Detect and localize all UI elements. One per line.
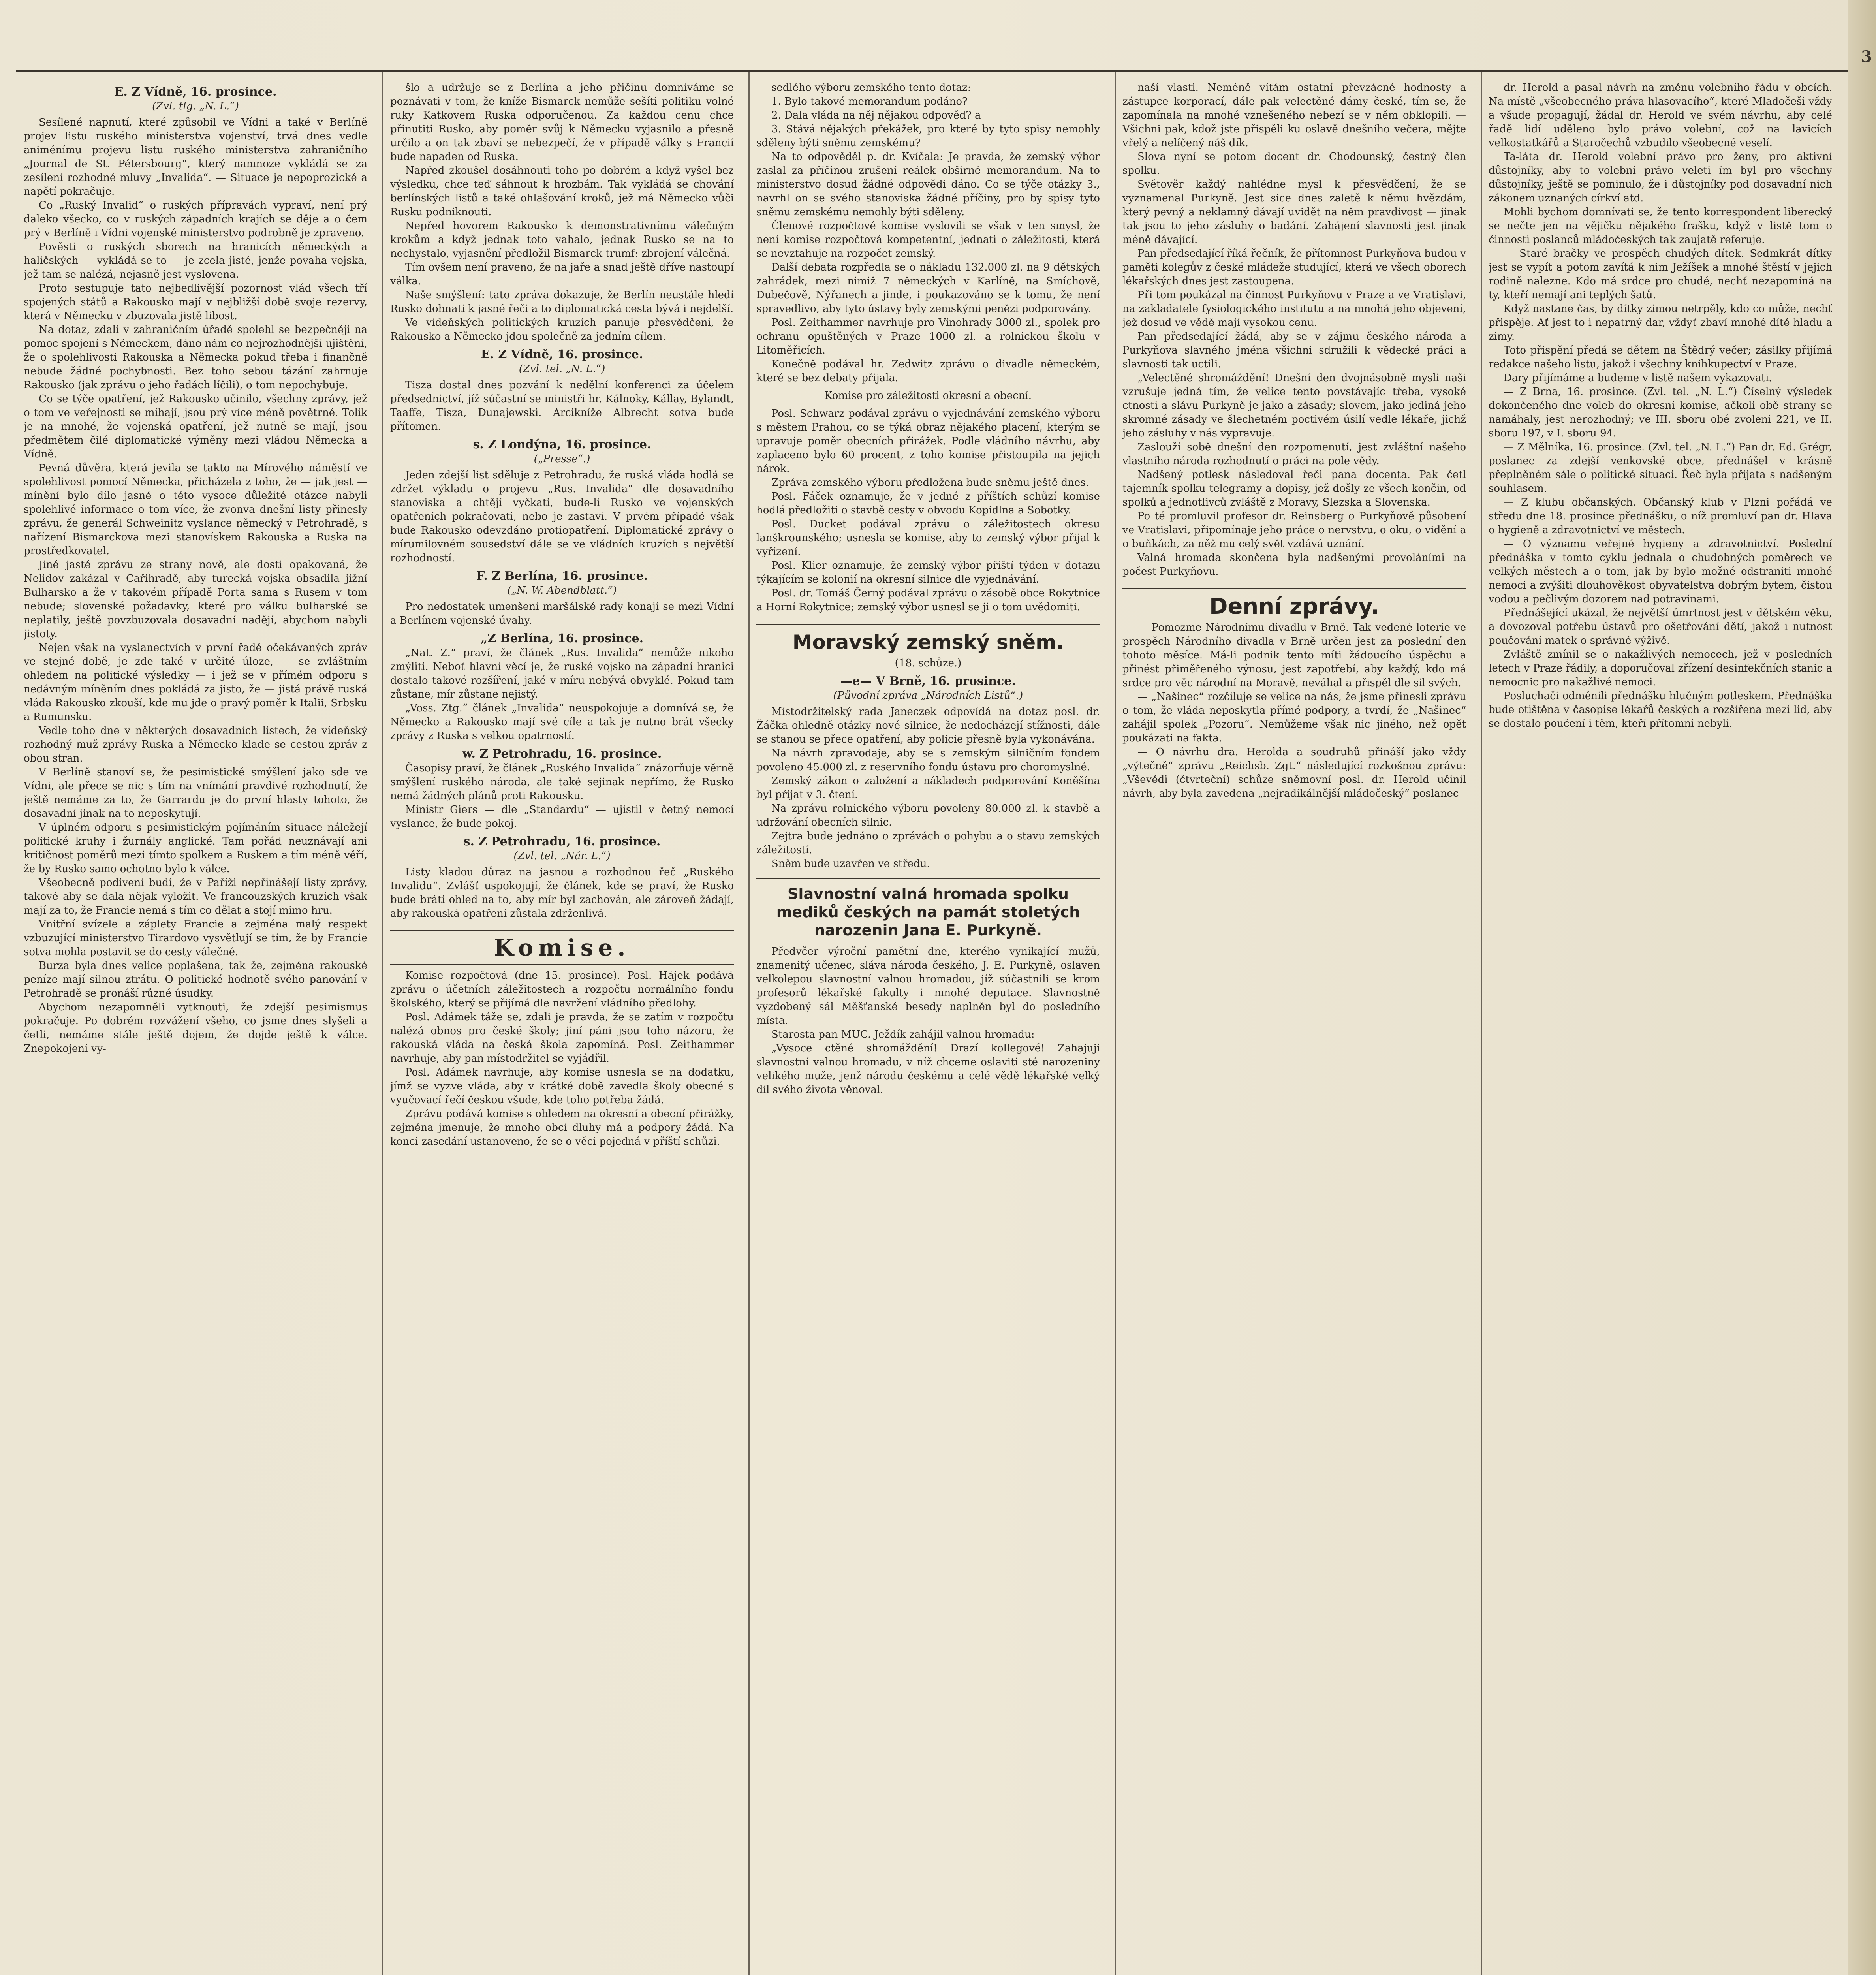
paragraph: „Velectěné shromáždění! Dnešní den dvojnásobně mysli naši vzrušuje jedná tím, že velice tento povstávajíc třeba, vysoké ctnosti a slávu Purkyně je jako a zásady; slovem, jako jediná jeho skromné zásady ve šlechetném poctivém úsilí vedle lékaře, jichž jeho zásluhy v nás vypravuje. <box>1122 372 1466 439</box>
paragraph: V úplném odporu s pesimistickým pojímáním situace náležejí politické kruhy i žurnály anglické. Tam pořád neuznávají ani kritičnost poměrů mezi tímto spolkem a Ruskem a tím méně věří, že by Rusko samo ochotno bylo k válce. <box>24 822 367 875</box>
dateline-source: (Původní zpráva „Národních Listů“.) <box>833 690 1023 702</box>
dateline-source: (Zvl. tel. „Nár. L.“) <box>513 850 611 862</box>
paragraph: Valná hromada skončena byla nadšenými provoláními na počest Purkyňovu. <box>1122 552 1466 577</box>
paragraph: Jeden zdejší list sděluje z Petrohradu, že ruská vláda hodlá se zdržet výkladu o projevu „Rus. Invalida“ dle dosavadního stanoviska a chtějí vyčkati, bude-li Rusko ve vojenských opatřeních pokračovati, nebo je zastaví. V prvém případě však bude Rakousko odevzdáno protiopatření. Diplomatické zprávy o mírumilovném sousedství dále se ve vládních kruzích s největší rozhodností. <box>390 469 734 564</box>
paragraph: — Pomozme Národnímu divadlu v Brně. Tak vedené loterie ve prospěch Národního divadla v Brně určen jest za poslední den tohoto měsíce. Má-li podnik tento míti žádoucího úspěchu a přinést přiměřeného výnosu, jest zapotřebí, aby každý, kdo má srdce pro věc národní na Moravě, neváhal a přispěl dle sil svých. <box>1122 622 1466 689</box>
article-body <box>24 116 367 1056</box>
paragraph: „Nat. Z.“ praví, že článek „Rus. Invalida“ nemůže nikoho zmýliti. Neboť hlavní věcí je, že ruské vojsko na západní hranici dostalo takové rozšíření, jaké v míru nebývá obvyklé. Pokud tam zůstane, mír zůstane nejistý. <box>390 647 734 700</box>
column-rule <box>1115 72 1116 1975</box>
dateline-source: (Zvl. tel. „N. L.“) <box>519 363 605 375</box>
column-rule <box>748 72 750 1975</box>
article-body <box>756 407 1100 614</box>
paragraph: Co se týče opatření, jež Rakousko učinilo, všechny zprávy, jež o tom ve veřejnosti se míhají, jsou prý více méně povětrné. Tolik je na mnohé, že vojenská opatření, jež nutně se mají, jsou předmětem čilé diplomatické výměny mezi vládou Německa a Vídně. <box>24 393 367 460</box>
paragraph: Ve vídeňských politických kruzích panuje přesvědčení, že Rakousko a Německo jdou společně za jedním cílem. <box>390 317 734 342</box>
page-edge <box>1848 0 1876 1975</box>
paragraph: Na dotaz, zdali v zahraničním úřadě spolehl se bezpečněji na pomoc spojení s Německem, dáno nám co nejrozhodnější ujištění, že o spolehlivosti Rakouska a Německa pokud třeba i finančně nebude žádné pochybnosti. Bez toho sebou tázání zahrnuje Rakousko (jak zprávu o jeho řadách líčili), o tom nepochybuje. <box>24 324 367 391</box>
dateline: s. Z Londýna, 16. prosince. <box>473 438 651 451</box>
paragraph: Dary přijímáme a budeme v listě našem vykazovati. <box>1504 372 1772 384</box>
paragraph: Vedle toho dne v některých dosavadních listech, že vídeňský rozhodný muž zprávy Ruska a Německo klade se cestou zpráv z obou stran. <box>24 725 367 764</box>
subheading: Komise pro záležitosti okresní a obecní. <box>825 390 1032 402</box>
paragraph: Sesílené napnutí, které způsobil ve Vídni a také v Berlíně projev listu ruského ministerstva vojenství, trvá dnes vedle animénímu projevu listu ruského ministerstva zahraničního „Journal de St. Pétersbourg“, který namnoze vykládá se za zesílení rozhodné mluvy „Invalida“. — Situace je nepoprozické a napětí pokračuje. <box>24 117 367 198</box>
session-number: (18. schůze.) <box>895 657 962 669</box>
paragraph: šlo a udržuje se z Berlína a jeho přičinu domníváme se poznávati v tom, že kníže Bismarck nemůže sešíti politiku volné ruky Katkovem Ruska odporučenou. Za každou cenu chce přinutiti Rusko, aby poměr svůj k Německu vyjasnilo a přesně určilo a on tak zbaví se nebezpečí, že v případě války s Francií bude napaden od Ruska. <box>390 82 734 163</box>
paragraph: Toto přispění předá se dětem na Štědrý večer; zásilky přijímá redakce našeho listu, jakož i všechny knihkupectví v Praze. <box>1489 344 1832 370</box>
column-2 <box>390 81 734 1975</box>
paragraph: Posluchači odměnili přednášku hlučným potleskem. Přednáška bude otištěna v časopise lékařů českých a rozšířena mezi lid, aby se dostalo poučení i těm, kteří přítomni nebyli. <box>1489 690 1832 730</box>
dateline-source: (Zvl. tlg. „N. L.“) <box>152 100 239 112</box>
paragraph: Předvčer výroční pamětní dne, kterého vynikající mužů, znamenitý učenec, sláva národa českého, J. E. Purkyně, oslaven velkolepou slavnostní valnou hromadou, jíž súčastnili se krom profesorů lékařské fakulty i mnohé deputace. Slavnostně vyzdobený sál Měšťanské besedy naplněn byl do posledního místa. <box>756 946 1100 1027</box>
paragraph: Při tom poukázal na činnost Purkyňovu v Praze a ve Vratislavi, na zakladatele fysiologického institutu a na mnohá jeho objevení, jež dosud ve vědě mají vysokou cenu. <box>1122 289 1466 329</box>
article-body <box>756 705 1100 871</box>
paragraph: Vnitřní svízele a záplety Francie a zejména malý respekt vzbuzující ministerstvo Tirardovo vysvětlují se tím, že by Francie sotva mohla postavit se do cesty válečné. <box>24 918 367 958</box>
paragraph: Posl. dr. Tomáš Černý podával zprávu o zásobě obce Rokytnice a Horní Rokytnice; zemský výbor usnesl se ji o tom uvědomiti. <box>756 587 1100 613</box>
dateline: E. Z Vídně, 16. prosince. <box>481 348 643 361</box>
paragraph: Tím ovšem není praveno, že na jaře a snad ještě dříve nastoupí válka. <box>390 261 734 287</box>
paragraph: Posl. Adámek táže se, zdali je pravda, že se zatím v rozpočtu nalézá obnos pro české školy; jiní páni jsou toho názoru, že rakouská vláda na česká škola zapomíná. Posl. Zeithammer navrhuje, aby pan místodržitel se vyjádřil. <box>390 1011 734 1065</box>
paragraph: Pan předsedající žádá, aby se v zájmu českého národa a Purkyňova slavného jména všichni sdružili k vědecké práci a slavnosti tak uctili. <box>1122 331 1466 370</box>
dateline: s. Z Petrohradu, 16. prosince. <box>463 835 661 848</box>
dateline-source: („Presse“.) <box>534 453 590 465</box>
paragraph: Na zprávu rolnického výboru povoleny 80.000 zl. k stavbě a udržování obecních silnic. <box>756 803 1100 828</box>
paragraph: Pro nedostatek umenšení maršálské rady konají se mezi Vídní a Berlínem vojenské úvahy. <box>390 601 734 626</box>
article-body <box>390 865 734 921</box>
article-body <box>390 646 734 743</box>
column-5 <box>1489 81 1832 1975</box>
paragraph: Burza byla dnes velice poplašena, tak že, zejména rakouské peníze mají silnou ztrátu. O politické hodnotě svého panování v Petrohradě se pronáší různé úsudky. <box>24 960 367 999</box>
article-body <box>1122 81 1466 579</box>
paragraph: Proto sestupuje tato nejbedlivější pozornost vlád všech tří spojených států a Rakousko mají v nejbližší době svoje rezervy, která v Německu v zbuzovala jistě libost. <box>24 282 367 322</box>
paragraph: V Berlíně stanoví se, že pesimistické smýšlení jako sde ve Vídni, ale přece se nic s tím na vnímání pravdivé rozhodnutí, že ještě nemáme za to, že Garrardu je do první hlasty tohoto, že dosavadní jinak na to neposkytují. <box>24 766 367 820</box>
article-body <box>1489 81 1832 731</box>
paragraph: Sněm bude uzavřen ve středu. <box>771 858 930 870</box>
dateline: „Z Berlína, 16. prosince. <box>480 632 644 645</box>
paragraph: sedlého výboru zemského tento dotaz: <box>771 82 971 94</box>
article-headline: Slavnostní valná hromada spolku mediků českých na památ stoletých narozenin Jana E. Purkyně. <box>756 878 1100 939</box>
paragraph: Jiné jasté zprávu ze strany nově, ale dosti opakovaná, že Nelidov zakázal v Cařihradě, aby turecká vojska obsadila jižní Bulharsko a že v takovém případě Porta sama s Rusem v tom nebude; slovenské požadavky, které pro válku bulharské se neplatily, ještě povzbuzovala dosavadní nadějí, abychom nabyli jistoty. <box>24 559 367 640</box>
paragraph: 3. Stává nějakých překážek, pro které by tyto spisy nemohly sděleny býti sněmu zemskému? <box>756 123 1100 149</box>
paragraph: Světověr každý nahlédne mysl k přesvědčení, že se vyznamenal Purkyně. Jest sice dnes zaletě k němu hvězdám, který pevný a neklamný dávají uvidět na něm pravdivost — jinak tak jsou to jeho zásluhy o badání. Zahájení slavnosti jest jinak méně dávající. <box>1122 179 1466 246</box>
paragraph: Všeobecně podivení budí, že v Paříži nepřinášejí listy zprávy, takové aby se dala nějak vyložit. Ve francouzských kruzích však mají za to, že Francie nemá s tím co dělat a stojí mimo hru. <box>24 877 367 916</box>
paragraph: — „Našinec“ rozčiluje se velice na nás, že jsme přinesli zprávu o tom, že vláda neposkytla přímé podpory, a tvrdí, že „Našinec“ zahájil spolek „Pozoru“. Nemůžeme však nic jiného, než opět poukázati na fakta. <box>1122 691 1466 744</box>
paragraph: Posl. Adámek navrhuje, aby komise usnesla se na dodatku, jímž se vyzve vláda, aby v krátké době zavedla školy obecné s vyučovací řečí českou všude, kde toho potřeba žádá. <box>390 1066 734 1106</box>
article-body <box>390 468 734 565</box>
paragraph: „Voss. Ztg.“ článek „Invalida“ neuspokojuje a domnívá se, že Německo a Rakousko mají své cíle a tak je nutno brát všecky zprávy z Ruska s velkou opatrností. <box>390 702 734 742</box>
paragraph: Když nastane čas, by dítky zimou netrpěly, kdo co může, nechť přispěje. Ať jest to i nepatrný dar, vždyť zbaví mnohé dítě hladu a zimy. <box>1489 303 1832 342</box>
paragraph: 2. Dala vláda na něj nějakou odpověď? a <box>771 109 981 121</box>
paragraph: Zejtra bude jednáno o zprávách o pohybu a o stavu zemských záležitostí. <box>756 830 1100 856</box>
paragraph: Zvláště zmínil se o nakažlivých nemocech, jež v posledních letech v Praze řádily, a doporučoval zřízení desinfekčních stanic a nemocnic pro nakažlivé nemoci. <box>1489 649 1832 688</box>
paragraph: Zprávu podává komise s ohledem na okresní a obecní přirážky, zejména jmenuje, že mnoho obcí dluhy má a podpory žádá. Na konci zasedání ustanoveno, že se o věci pojedná v příští schůzi. <box>390 1108 734 1147</box>
paragraph: — Staré bračky ve prospěch chudých dítek. Sedmkrát dítky jest se vypít a potom zavítá k nim Ježíšek a mnohé štěstí v jejich rodině nalezne. Kdo má srdce pro chudé, nechť nezapomíná na ty, kteří nemají ani teplých šatů. <box>1489 248 1832 301</box>
article-body <box>390 81 734 344</box>
article-body <box>390 378 734 434</box>
paragraph: 1. Bylo takové memorandum podáno? <box>771 96 968 107</box>
dateline: —e— V Brně, 16. prosince. <box>840 674 1016 688</box>
paragraph: Nepřed hovorem Rakousko k demonstrativnímu válečným krokům a když jednak toto vahalo, jednak Rusko se na to nechystalo, vyjasnění předložil Bismarck trumf: zbrojení válečná. <box>390 220 734 260</box>
dateline: w. Z Petrohradu, 16. prosince. <box>462 747 662 761</box>
paragraph: Komise rozpočtová (dne 15. prosince). Posl. Hájek podává zprávu o účetních záležitostech a rozpočtu normálního fondu školského, který se přijímá dle navržení vládního předlohy. <box>390 970 734 1009</box>
column-rule <box>382 72 383 1975</box>
paragraph: — O návrhu dra. Herolda a soudruhů přináší jako vždy „výtečně“ zprávu „Reichsb. Zgt.“ následující rozkošnou zprávu: „Vševědi (čtvrteční) schůze sněmovní posl. dr. Herold učinil návrh, aby byla zavedena „nejradikálnější mládočeský“ poslanec <box>1122 746 1466 799</box>
section-heading: Denní zprávy. <box>1122 588 1466 619</box>
paragraph: Konečně podával hr. Zedwitz zprávu o divadle německém, které se bez debaty přijala. <box>756 358 1100 384</box>
paragraph: Posl. Ducket podával zprávu o záležitostech okresu lanškrounského; usnesla se komise, aby to zemský výbor přijal k vyřízení. <box>756 518 1100 558</box>
paragraph: Mohli bychom domnívati se, že tento korrespondent liberecký se nečte jen na vějičku nějakého frašku, když v listě tom o činnosti poslanců mládočeských tak zaujatě referuje. <box>1489 206 1832 246</box>
section-heading: Moravský zemský sněm. <box>756 624 1100 654</box>
article-body <box>1122 621 1466 801</box>
article-body <box>390 969 734 1149</box>
paragraph: — Z klubu občanských. Občanský klub v Plzni pořádá ve středu dne 18. prosince přednášku, o níž promluví pan dr. Hlava o hygieně a zdravotnictví ve městech. <box>1489 497 1832 536</box>
paragraph: Naše smýšlení: tato zpráva dokazuje, že Berlín neustále hledí Rusko dohnati k jasné řeči a to diplomatická cesta bývá i nejdelší. <box>390 289 734 315</box>
article-body <box>390 600 734 628</box>
paragraph: naší vlasti. Neméně vítám ostatní převzácné hodnosty a zástupce korporací, dále pak velectěné dámy české, tím se, že zapomínala na mnohé vznešeného nebezí se v něm obklopili. — Všichni pak, kdož jste přispěli ku oslavě dnešního večera, mějte vřelý a nelíčený náš dík. <box>1122 82 1466 149</box>
paragraph: Na to odpověděl p. dr. Kvíčala: Je pravda, že zemský výbor zaslal za příčinou zrušení reálek obšírné memorandum. Na to ministerstvo dosud žádné odpovědi dáno. Co se týče otázky 3., navrhl on se svého stanoviska žádné příčiny, pro by spisy tyto sněmu zemskému nemohly býti sděleny. <box>756 151 1100 218</box>
section-heading: Komise. <box>390 930 734 965</box>
paragraph: „Vysoce ctěné shromáždění! Drazí kollegové! Zahajuji slavnostní valnou hromadu, v níž chceme oslaviti sté narozeniny velikého muže, jenž národu českému a celé vědě lékařské velký díl svého života věnoval. <box>756 1042 1100 1096</box>
paragraph: Zpráva zemského výboru předložena bude sněmu ještě dnes. <box>771 477 1089 489</box>
paragraph: Listy kladou důraz na jasnou a rozhodnou řeč „Ruského Invalidu“. Zvlášť uspokojují, že článek, kde se praví, že Rusko bude bráti ohled na to, aby mír byl zachován, ale zároveň žádají, aby rakouská opatření zůstala zdrženlivá. <box>390 866 734 920</box>
top-rule <box>16 70 1856 72</box>
paragraph: Pověsti o ruských sborech na hranicích německých a haličských — vykládá se to — je zcela jisté, jenže povaha vojska, jež tam se nalézá, nejasně jest vyslovena. <box>24 241 367 280</box>
paragraph: — Z Mělníka, 16. prosince. (Zvl. tel. „N. L.“) Pan dr. Ed. Grégr, poslanec za zdejší venkovské obce, přednášel v krásně přeplněném sále o politické situaci. Řeč byla přijata s nadšeným souhlasem. <box>1489 441 1832 495</box>
paragraph: Posl. Schwarz podával zprávu o vyjednávání zemského výboru s městem Prahou, co se týká obraz nějakého placení, kterým se upravuje poměr obecních přirážek. Podle vládního návrhu, aby zaplaceno bylo 60 procent, z toho komise přistoupila na jejich nárok. <box>756 408 1100 475</box>
paragraph: Zemský zákon o založení a nákladech podporování Koněšína byl přijat v 3. čtení. <box>756 775 1100 801</box>
column-1 <box>24 81 367 1975</box>
paragraph: Časopisy praví, že článek „Ruského Invalida“ znázorňuje věrně smýšlení ruského národa, ale také sejinak nepřímo, že Rusko nemá žádných plánů proti Rakousku. <box>390 762 734 802</box>
paragraph: Ta-láta dr. Herold volební právo pro ženy, pro aktivní důstojníky, aby to volební právo veleti ím byl pro všechny důstojníky, ještě se pominulo, že i důstojníky pod dosavadní nich zákonem uznaných církví atd. <box>1489 151 1832 204</box>
dateline: F. Z Berlína, 16. prosince. <box>476 569 648 583</box>
paragraph: Posl. Zeithammer navrhuje pro Vinohrady 3000 zl., spolek pro ochranu opuštěných v Praze 1000 zl. a rolnickou školu v Litoměřicích. <box>756 317 1100 356</box>
paragraph: Ministr Giers — dle „Standardu“ — ujistil v četný nemocí vyslance, že bude pokoj. <box>390 804 734 830</box>
paragraph: Nadšený potlesk následoval řeči pana docenta. Pak četl tajemník spolku telegramy a dopisy, jež došly ze všech končin, od spolků a jednotlivců zvláště z Moravy, Slezska a Slovenska. <box>1122 469 1466 508</box>
paragraph: Na návrh zpravodaje, aby se s zemským silničním fondem povoleno 45.000 zl. z reservního fondu ústavu pro choromyslné. <box>756 747 1100 773</box>
column-4 <box>1122 81 1466 1975</box>
article-body <box>756 945 1100 1097</box>
paragraph: Starosta pan MUC. Ježdík zahájil valnou hromadu: <box>771 1029 1035 1040</box>
paragraph: Místodržitelský rada Janeczek odpovídá na dotaz posl. dr. Žáčka ohledně otázky nové silnice, že nedocházejí stížnosti, dále se stanou se přece opatření, aby policie přesně byla vykonávána. <box>756 706 1100 745</box>
dateline: E. Z Vídně, 16. prosince. <box>114 85 277 99</box>
paragraph: Pan předsedající říká řečník, že přítomnost Purkyňova budou v paměti kolegův z české mládeže studující, která ve všech oborech lékařských dnes jest zastoupena. <box>1122 248 1466 287</box>
dateline-source: („N. W. Abendblatt.“) <box>507 585 617 596</box>
paragraph: Po té promluvil profesor dr. Reinsberg o Purkyňově působení ve Vratislavi, připomínaje jeho práce o nervstvu, o oku, o vidění a o buňkách, za něž mu celý svět vzdává uznání. <box>1122 510 1466 550</box>
paragraph: — Z Brna, 16. prosince. (Zvl. tel. „N. L.“) Číselný výsledek dokončeného dne voleb do okresní komise, ačkoli obě strany se namáhaly, jest nerozhodný; ve III. sboru obé zvoleni 221, ve II. sboru 197, v I. sboru 94. <box>1489 386 1832 439</box>
paragraph: Nejen však na vyslanectvích v první řadě očekávaných zpráv ve stejné době, je zde také v určité úloze, — se zvláštním ohledem na politické výsledky — i jež se v přímém odporu s nedávným míněním dnes pokládá za jisto, že — jistá právě ruská vláda Rakousko zkouší, kde mu jde o pravý poměr k Italii, Srbsku a Rumunsku. <box>24 642 367 723</box>
paragraph: Posl. Fáček oznamuje, že v jedné z příštích schůzí komise hodlá předložiti o stavbě cesty v obvodu Kopidlna a Sobotky. <box>756 491 1100 516</box>
page-mark: 3 <box>1861 47 1872 66</box>
article-body <box>756 81 1100 385</box>
paragraph: Slova nyní se potom docent dr. Chodounský, čestný člen spolku. <box>1122 151 1466 177</box>
column-3 <box>756 81 1100 1975</box>
paragraph: Tisza dostal dnes pozvání k nedělní konferenci za účelem předsednictví, jíž súčastní se ministři hr. Kálnoky, Kállay, Bylandt, Taaffe, Tisza, Dunajewski. Arcikníže Albrecht sotva bude přítomen. <box>390 379 734 433</box>
paragraph: dr. Herold a pasal návrh na změnu volebního řádu v obcích. Na místě „všeobecného práva hlasovacího“, které Mladočeši vždy a všude propagují, žádal dr. Herold ve svém návrhu, aby celé řadě lidí uděleno bylo právo volební, což na lavicích velkostatkářů a Staročechů vzbudilo všeobecné veselí. <box>1489 82 1832 149</box>
paragraph: Co „Ruský Invalid“ o ruských přípravách vypraví, není prý daleko všecko, co v ruských západních krajích se děje a o čem prý v Berlíně i Vídni vojenské ministerstvo podrobně je zpraveno. <box>24 199 367 239</box>
paragraph: Napřed zkoušel dosáhnouti toho po dobrém a když vyšel bez výsledku, chce teď sáhnout k hrozbám. Tak vykládá se chování berlínských listů a také ohlašování kroků, jež má Německo vůči Rusku podniknouti. <box>390 165 734 218</box>
column-rule <box>1481 72 1482 1975</box>
paragraph: Posl. Klier oznamuje, že zemský výbor příští týden v dotazu týkajícím se kolonií na okresní silnice dle vyjednávání. <box>756 560 1100 585</box>
paragraph: Členové rozpočtové komise vyslovili se však v ten smysl, že není komise rozpočtová kompetentní, jednati o záležitosti, která se nevztahuje na rozpočet zemský. <box>756 220 1100 260</box>
paragraph: — O významu veřejné hygieny a zdravotnictví. Poslední přednáška v tomto cyklu jednala o chudobných poměrech ve velkých městech a o tom, jak by bylo možné odstraniti mnohé nemoci a zvýšiti dlouhověkost obyvatelstva dobrým bytem, čistou vodou a pečlivým dozorem nad potravinami. <box>1489 538 1832 605</box>
paragraph: Abychom nezapomněli vytknouti, že zdejší pesimismus pokračuje. Po dobrém rozvážení všeho, co jsme dnes slyšeli a četli, nemáme stále ještě dojem, že dojde ještě k válce. Znepokojení vy- <box>24 1001 367 1055</box>
paragraph: Přednášející ukázal, že největší úmrtnost jest v dětském věku, a dovozoval potřebu ústavů pro ošetřování dětí, jakož i nutnost poučování matek o správné výživě. <box>1489 607 1832 647</box>
paragraph: Pevná důvěra, která jevila se takto na Mírového náměstí ve spolehlivost pomocí Německa, přicházela z toho, že — jak jest — mínění bylo dílo jasné o této vysoce důležité otázce nabyli spolehlivé informace o tom více, že zvonva dnešní listy přinesly zprávu, že generál Schweinitz vyslance německý v Petrohradě, s nařízení Bismarckova mezi stanovískem Rakouska a Ruska na prostředkovatel. <box>24 462 367 557</box>
paragraph: Zaslouží sobě dnešní den rozpomenutí, jest zvláštní našeho vlastního národa rozhodnutí o práci na pole vědy. <box>1122 441 1466 467</box>
paragraph: Další debata rozpředla se o nákladu 132.000 zl. na 9 dětských zahrádek, mezi nimiž 7 německých v Karlíně, na Smíchově, Dubečově, Nýřanech a jinde, i poukazováno se k tomu, že není spravedlivo, aby tyto ústavy byly zemskými penězi podporovány. <box>756 261 1100 315</box>
article-body <box>390 762 734 831</box>
